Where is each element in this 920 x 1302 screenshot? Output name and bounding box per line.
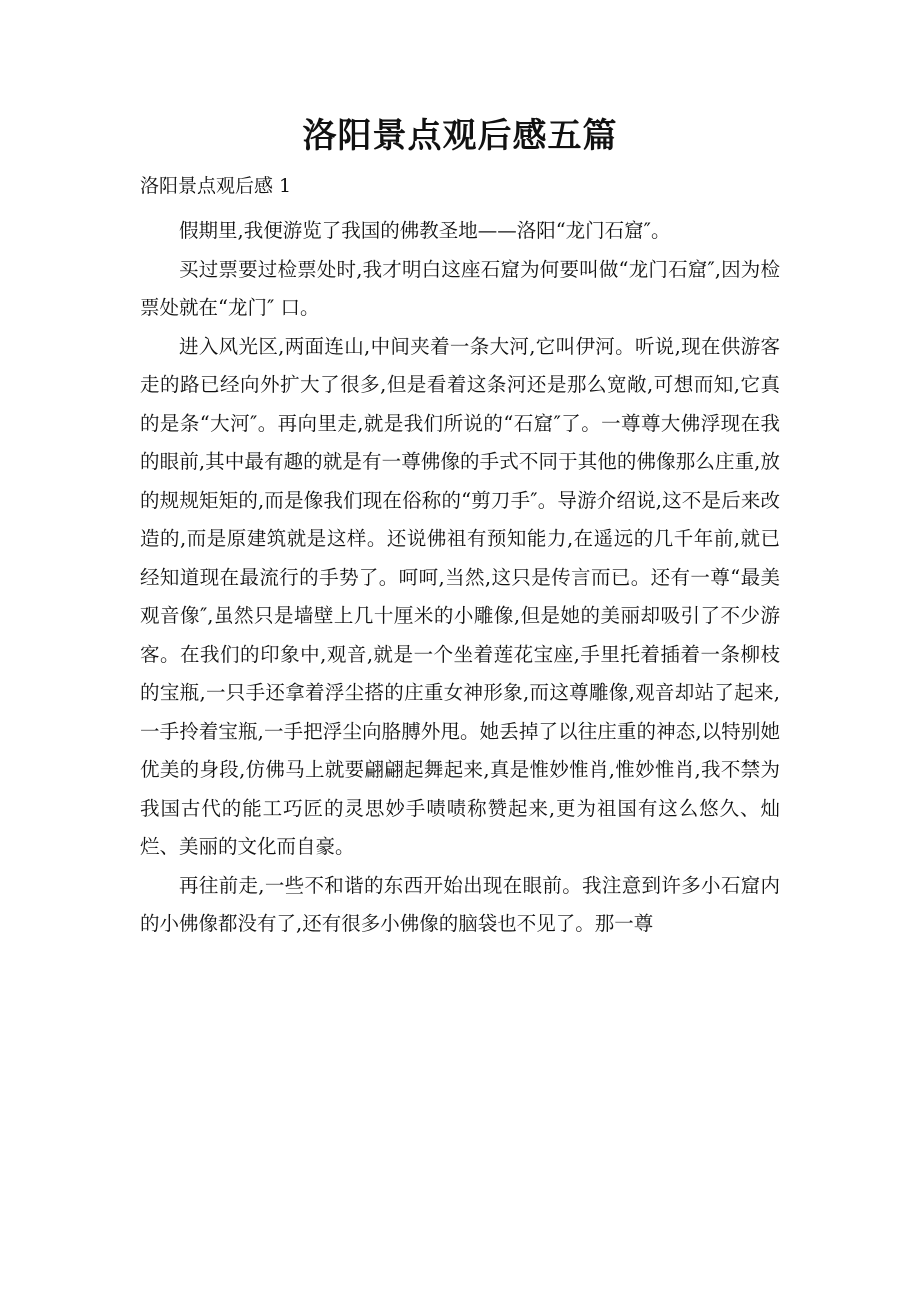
document-body: [140, 212, 780, 944]
paragraph: 假期里,我便游览了我国的佛教圣地——洛阳“龙门石窟″。: [179, 219, 671, 242]
paragraph: 再往前走,一些不和谐的东西开始出现在眼前。我注意到许多小石窟内的小佛像都没有了,还有很多小佛像的脑袋也不见了。那一尊: [140, 873, 780, 935]
paragraph: 买过票要过检票处时,我才明白这座石窟为何要叫做“龙门石窟″,因为检票处就在“龙门″ 口。: [140, 257, 780, 319]
document-title: 洛阳景点观后感五篇: [302, 116, 618, 156]
section-heading: 洛阳景点观后感 1: [140, 175, 292, 197]
paragraph: 进入风光区,两面连山,中间夹着一条大河,它叫伊河。听说,现在供游客走的路已经向外扩大了很多,但是看着这条河还是那么宽敞,可想而知,它真的是条“大河″。再向里走,就是我们所说的“石窟″了。一尊尊大佛浮现在我的眼前,其中最有趣的就是有一尊佛像的手式不同于其他的佛像那么庄重,放的规规矩矩的,而是像我们现在俗称的“剪刀手″。导游介绍说,这不是后来改造的,而是原建筑就是这样。还说佛祖有预知能力,在遥远的几千年前,就已经知道现在最流行的手势了。呵呵,当然,这只是传言而已。还有一尊“最美观音像″,虽然只是墙壁上几十厘米的小雕像,但是她的美丽却吸引了不少游客。在我们的印象中,观音,就是一个坐着莲花宝座,手里托着插着一条柳枝的宝瓶,一只手还拿着浮尘搭的庄重女神形象,而这尊雕像,观音却站了起来,一手拎着宝瓶,一手把浮尘向胳膊外甩。她丢掉了以往庄重的神态,以特别她优美的身段,仿佛马上就要翩翩起舞起来,真是惟妙惟肖,惟妙惟肖,我不禁为我国古代的能工巧匠的灵思妙手啧啧称赞起来,更为祖国有这么悠久、灿烂、美丽的文化而自豪。: [140, 334, 780, 858]
